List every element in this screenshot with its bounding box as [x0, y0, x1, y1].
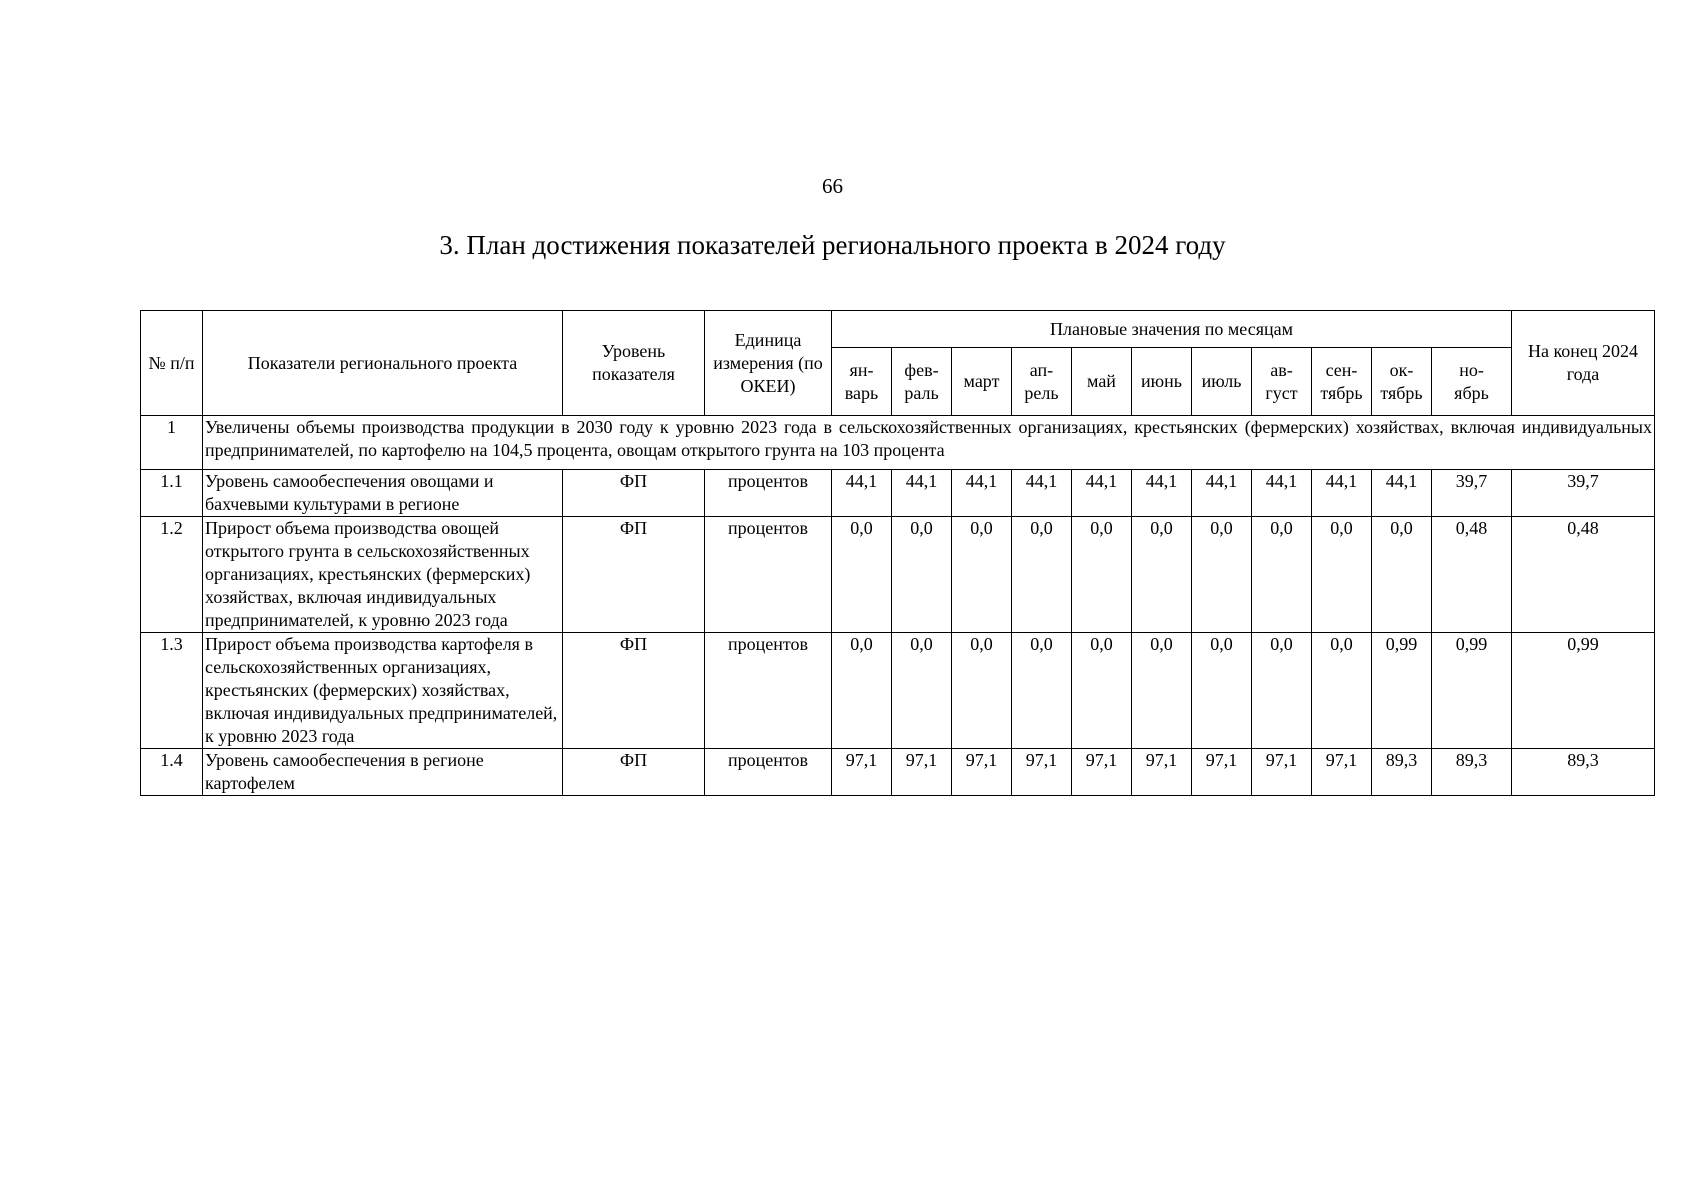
month-value: 44,1: [832, 470, 892, 517]
month-value: 97,1: [1132, 749, 1192, 796]
year-end-value: 89,3: [1512, 749, 1655, 796]
indicator-unit: процентов: [705, 470, 832, 517]
month-value: 44,1: [1192, 470, 1252, 517]
header-indicator: Показатели регионального проекта: [203, 311, 563, 416]
month-value: 0,0: [1192, 517, 1252, 633]
month-value: 0,0: [1012, 633, 1072, 749]
header-month: ав- густ: [1252, 348, 1312, 416]
indicator-level: ФП: [563, 633, 705, 749]
month-value: 44,1: [952, 470, 1012, 517]
row-num: 1.1: [141, 470, 203, 517]
month-value: 0,0: [952, 633, 1012, 749]
year-end-value: 0,99: [1512, 633, 1655, 749]
month-value: 0,0: [1132, 633, 1192, 749]
indicator-level: ФП: [563, 517, 705, 633]
header-month: сен- тябрь: [1312, 348, 1372, 416]
month-value: 44,1: [1132, 470, 1192, 517]
month-value: 44,1: [1072, 470, 1132, 517]
month-value: 0,0: [952, 517, 1012, 633]
month-value: 97,1: [952, 749, 1012, 796]
header-level: Уровень показателя: [563, 311, 705, 416]
header-year-end: На конец 2024 года: [1512, 311, 1655, 416]
month-value: 89,3: [1432, 749, 1512, 796]
year-end-value: 39,7: [1512, 470, 1655, 517]
row-num: 1.2: [141, 517, 203, 633]
table-row: [141, 470, 1655, 517]
month-value: 97,1: [1312, 749, 1372, 796]
goal-row: [141, 416, 1655, 470]
table-row: [141, 517, 1655, 633]
header-month: но- ябрь: [1432, 348, 1512, 416]
row-num: 1.3: [141, 633, 203, 749]
month-value: 0,0: [1012, 517, 1072, 633]
indicator-unit: процентов: [705, 633, 832, 749]
month-value: 0,0: [832, 517, 892, 633]
header-monthly-group: Плановые значения по месяцам: [832, 311, 1512, 348]
month-value: 97,1: [832, 749, 892, 796]
month-value: 44,1: [1372, 470, 1432, 517]
document-title: 3. План достижения показателей регионального проекта в 2024 году: [439, 230, 1226, 260]
month-value: 44,1: [1252, 470, 1312, 517]
month-value: 0,0: [1312, 633, 1372, 749]
month-value: 0,0: [1372, 517, 1432, 633]
month-value: 44,1: [1012, 470, 1072, 517]
month-value: 0,48: [1432, 517, 1512, 633]
month-value: 97,1: [1072, 749, 1132, 796]
header-num: № п/п: [141, 311, 203, 416]
indicator-name: Прирост объема производства картофеля в сельскохозяйственных организациях, крестьянских (фермерских) хозяйствах, включая индивидуальных предпринимателей, к уровню 2023 года: [203, 633, 563, 749]
month-value: 89,3: [1372, 749, 1432, 796]
table-header-row: [141, 311, 1655, 348]
month-value: 0,0: [1312, 517, 1372, 633]
indicator-unit: процентов: [705, 517, 832, 633]
month-value: 0,0: [1072, 517, 1132, 633]
header-unit: Единица измерения (по ОКЕИ): [705, 311, 832, 416]
table-row: [141, 633, 1655, 749]
header-month: март: [952, 348, 1012, 416]
header-month: фев- раль: [892, 348, 952, 416]
table-row: [141, 749, 1655, 796]
indicators-plan-table: [140, 310, 1655, 796]
year-end-value: 0,48: [1512, 517, 1655, 633]
month-value: 97,1: [1012, 749, 1072, 796]
month-value: 0,0: [1132, 517, 1192, 633]
indicator-name: Уровень самообеспечения в регионе картофелем: [203, 749, 563, 796]
indicator-name: Прирост объема производства овощей открытого грунта в сельскохозяйственных организациях, крестьянских (фермерских) хозяйствах, включая индивидуальных предпринимателей, к уровню 2023 года: [203, 517, 563, 633]
header-month: июль: [1192, 348, 1252, 416]
header-month: ок- тябрь: [1372, 348, 1432, 416]
month-value: 97,1: [1252, 749, 1312, 796]
month-value: 39,7: [1432, 470, 1512, 517]
month-value: 0,0: [892, 517, 952, 633]
header-month: май: [1072, 348, 1132, 416]
month-value: 0,0: [1072, 633, 1132, 749]
month-value: 0,99: [1372, 633, 1432, 749]
goal-text: Увеличены объемы производства продукции в 2030 году к уровню 2023 года в сельскохозяйственных организациях, крестьянских (фермерских) хозяйствах, включая индивидуальных предпринимателей, по картофелю на 104,5 процента, овощам открытого грунта на 103 процента: [203, 416, 1655, 470]
indicator-name: Уровень самообеспечения овощами и бахчевыми культурами в регионе: [203, 470, 563, 517]
indicator-unit: процентов: [705, 749, 832, 796]
table-body: [141, 416, 1655, 796]
row-num: 1.4: [141, 749, 203, 796]
month-value: 0,0: [892, 633, 952, 749]
header-month: ап- рель: [1012, 348, 1072, 416]
month-value: 0,0: [1252, 517, 1312, 633]
month-value: 44,1: [892, 470, 952, 517]
header-month: ян- варь: [832, 348, 892, 416]
month-value: 0,0: [1192, 633, 1252, 749]
month-value: 0,0: [832, 633, 892, 749]
month-value: 44,1: [1312, 470, 1372, 517]
header-month: июнь: [1132, 348, 1192, 416]
month-value: 0,0: [1252, 633, 1312, 749]
page-number: 66: [822, 174, 843, 198]
month-value: 97,1: [1192, 749, 1252, 796]
indicator-level: ФП: [563, 749, 705, 796]
indicator-level: ФП: [563, 470, 705, 517]
month-value: 97,1: [892, 749, 952, 796]
month-value: 0,99: [1432, 633, 1512, 749]
goal-num: 1: [141, 416, 203, 470]
